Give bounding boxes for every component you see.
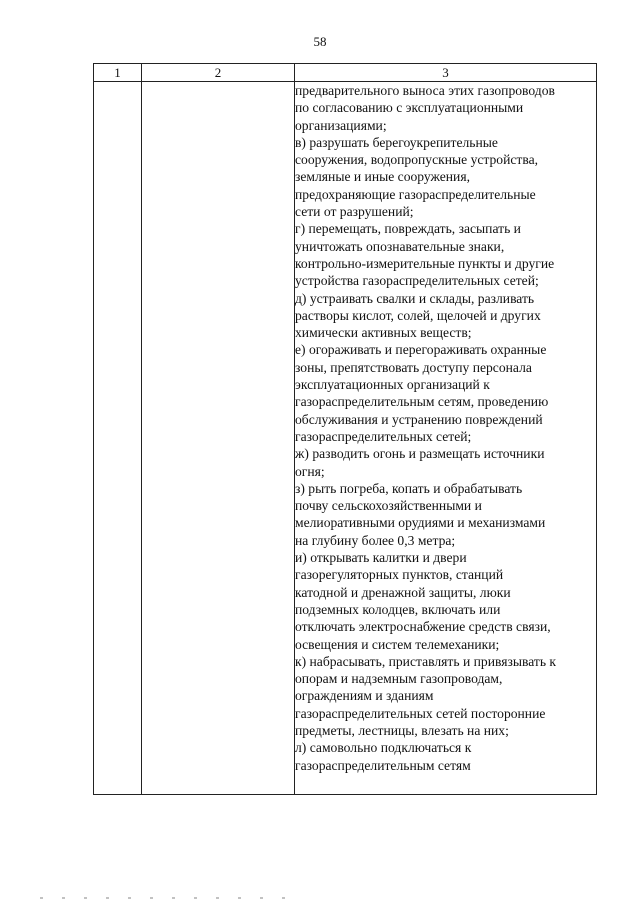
text-line: опорам и надземным газопроводам, [295,671,503,687]
text-line: газораспределительных сетей; [295,428,472,444]
content-table [93,63,597,795]
text-line: мелиоративными орудиями и механизмами [295,515,546,531]
text-line: на глубину более 0,3 метра; [295,532,456,548]
text-line: д) устраивать свалки и склады, разливать [295,290,535,306]
column-2-cell [142,82,295,795]
text-line: огня; [295,463,325,479]
text-line: предварительного выноса этих газопроводов [295,83,555,98]
column-3-cell [295,82,597,795]
column-header-3: 3 [295,64,597,82]
table-row [94,82,597,795]
text-line: предохраняющие газораспределительные [295,186,536,202]
text-line: почву сельскохозяйственными и [295,498,482,514]
column-header-1: 1 [94,64,142,82]
text-line: г) перемещать, повреждать, засыпать и [295,221,521,237]
page-number: 58 [313,34,327,49]
text-line: ж) разводить огонь и размещать источники [295,446,545,462]
text-line: к) набрасывать, приставлять и привязывать к [295,653,557,669]
text-line: растворы кислот, солей, щелочей и других [295,307,541,323]
scan-artifact-marks [40,897,300,899]
text-line: химически активных веществ; [295,325,472,341]
text-line: организациями; [295,117,387,133]
text-line: устройства газораспределительных сетей; [295,273,539,289]
text-line: в) разрушать берегоукрепительные [295,134,498,150]
text-line: предметы, лестницы, влезать на них; [295,722,509,738]
text-line: уничтожать опознавательные знаки, [295,238,505,254]
text-line: эксплуатационных организаций к [295,377,490,393]
text-line: и) открывать калитки и двери [295,550,467,566]
text-line: по согласованию с эксплуатационными [295,100,524,116]
text-line: земляные и иные сооружения, [295,169,470,185]
text-line: газорегуляторных пунктов, станций [295,567,504,583]
text-line: отключать электроснабжение средств связи, [295,619,551,635]
text-line: з) рыть погреба, копать и обрабатывать [295,480,523,496]
text-line: подземных колодцев, включать или [295,601,501,617]
text-line: контрольно-измерительные пункты и другие [295,255,555,271]
text-line: сети от разрушений; [295,204,414,220]
text-line: е) огораживать и перегораживать охранные [295,342,547,358]
column-1-cell [94,82,142,795]
text-line: газораспределительных сетей посторонние [295,705,546,721]
text-line: катодной и дренажной защиты, люки [295,584,511,600]
text-line: ограждениям и зданиям [295,688,434,704]
column-header-2: 2 [142,64,295,82]
text-line: газораспределительным сетям [295,757,471,773]
text-line: сооружения, водопропускные устройства, [295,152,539,168]
text-line: л) самовольно подключаться к [295,740,472,756]
text-line: обслуживания и устранению повреждений [295,411,543,427]
text-line: освещения и систем телемеханики; [295,636,500,652]
table-header-row [94,64,597,82]
text-line: зоны, препятствовать доступу персонала [295,359,532,375]
text-line: газораспределительным сетям, проведению [295,394,549,410]
